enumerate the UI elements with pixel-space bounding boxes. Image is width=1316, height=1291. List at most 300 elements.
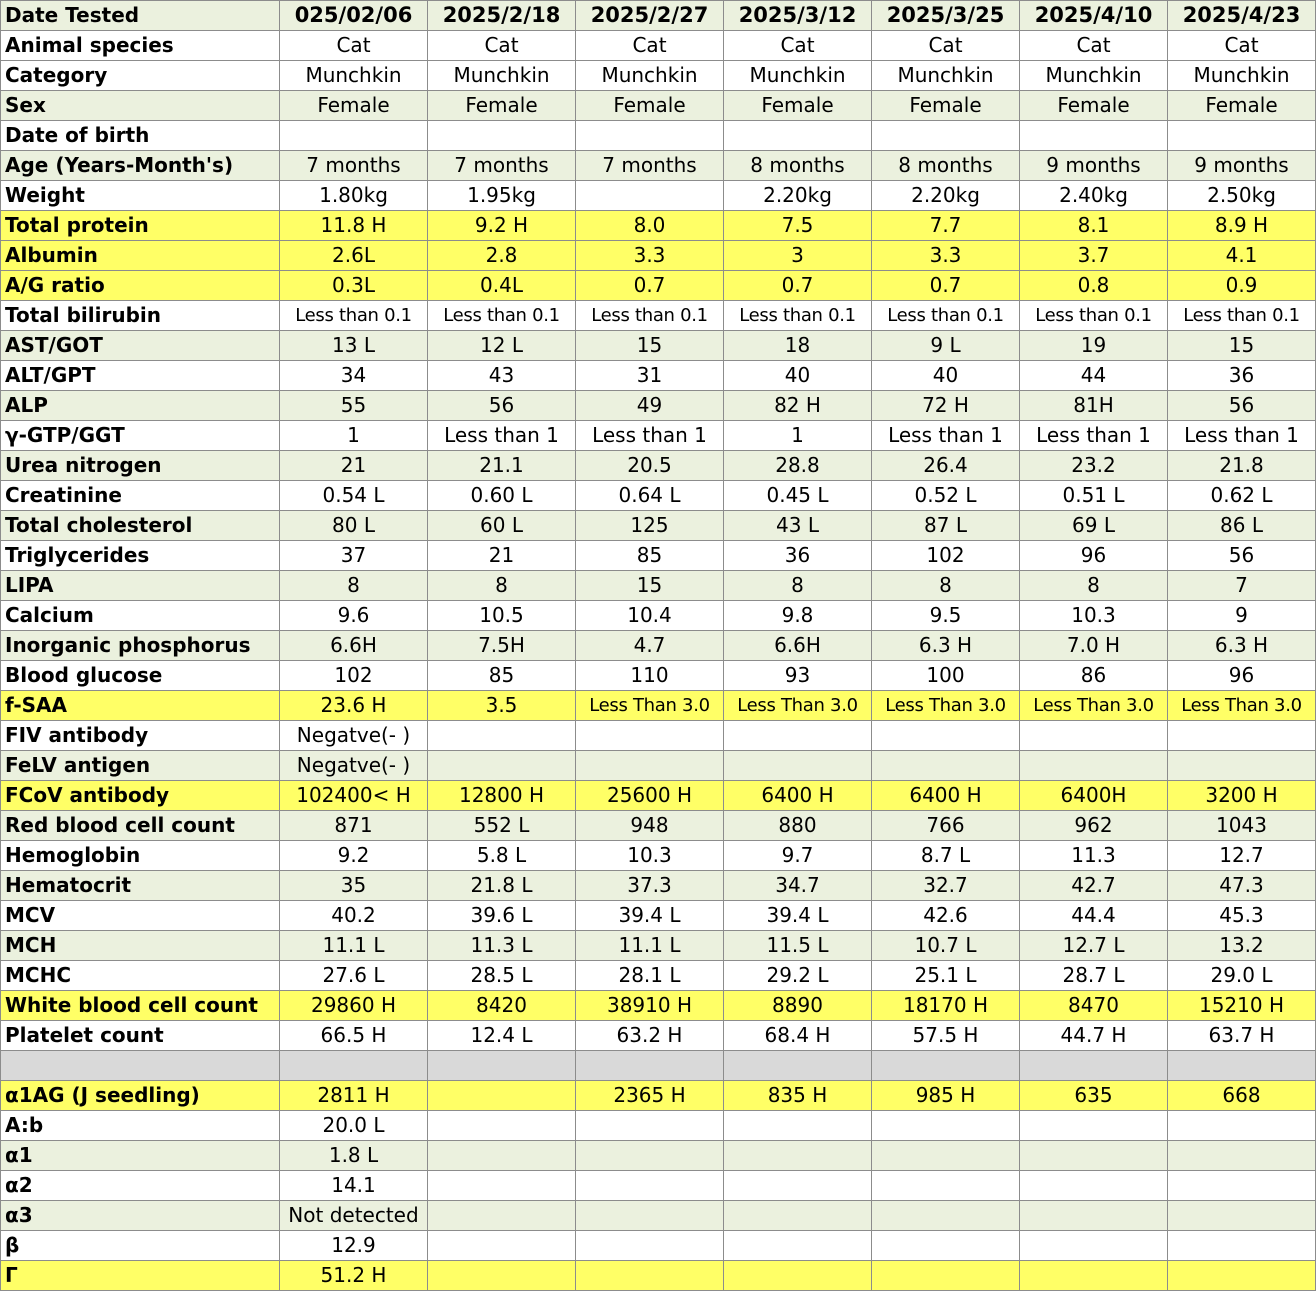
table-cell: Less Than 3.0: [1168, 691, 1316, 721]
table-cell: 7 months: [280, 151, 428, 181]
table-cell: Negatve(- ): [280, 751, 428, 781]
table-cell: [280, 121, 428, 151]
table-cell: 7.0 H: [1020, 631, 1168, 661]
table-cell: [1020, 1231, 1168, 1261]
table-cell: 6.3 H: [1168, 631, 1316, 661]
table-cell: Less Than 3.0: [576, 691, 724, 721]
table-row: [1, 421, 1316, 451]
table-cell: 8: [872, 571, 1020, 601]
table-cell: 39.4 L: [576, 901, 724, 931]
table-cell: [576, 1141, 724, 1171]
table-cell: [1168, 121, 1316, 151]
table-cell: 0.3L: [280, 271, 428, 301]
table-cell: 43 L: [724, 511, 872, 541]
table-cell: 12.7: [1168, 841, 1316, 871]
table-cell: 12.7 L: [1020, 931, 1168, 961]
table-cell: 11.1 L: [576, 931, 724, 961]
table-cell: [576, 1171, 724, 1201]
table-cell: [1168, 721, 1316, 751]
table-cell: [428, 1171, 576, 1201]
table-cell: [724, 751, 872, 781]
row-label: LIPA: [1, 571, 280, 601]
table-cell: 86: [1020, 661, 1168, 691]
table-cell: 1.80kg: [280, 181, 428, 211]
table-cell: 3.7: [1020, 241, 1168, 271]
table-cell: 766: [872, 811, 1020, 841]
row-label: Calcium: [1, 601, 280, 631]
row-label: Weight: [1, 181, 280, 211]
table-row: [1, 1081, 1316, 1111]
table-cell: Cat: [1020, 31, 1168, 61]
table-cell: 82 H: [724, 391, 872, 421]
table-cell: 63.7 H: [1168, 1021, 1316, 1051]
table-cell: 7 months: [428, 151, 576, 181]
table-cell: 44.4: [1020, 901, 1168, 931]
table-cell: Female: [724, 91, 872, 121]
table-row: [1, 1021, 1316, 1051]
table-cell: 4.1: [1168, 241, 1316, 271]
row-label: MCHC: [1, 961, 280, 991]
row-label: A/G ratio: [1, 271, 280, 301]
date-header-cell: 2025/2/18: [428, 1, 576, 31]
table-cell: [428, 751, 576, 781]
table-cell: 21.8: [1168, 451, 1316, 481]
table-cell: [576, 1111, 724, 1141]
table-cell: [1168, 1261, 1316, 1291]
table-cell: 42.7: [1020, 871, 1168, 901]
table-cell: 86 L: [1168, 511, 1316, 541]
table-cell: 10.3: [576, 841, 724, 871]
table-row: [1, 511, 1316, 541]
table-cell: 36: [724, 541, 872, 571]
table-cell: 2365 H: [576, 1081, 724, 1111]
table-cell: 63.2 H: [576, 1021, 724, 1051]
table-cell: 15: [1168, 331, 1316, 361]
table-row: [1, 241, 1316, 271]
table-cell: 56: [1168, 391, 1316, 421]
table-cell: 8470: [1020, 991, 1168, 1021]
table-cell: 9 months: [1168, 151, 1316, 181]
table-cell: 12.4 L: [428, 1021, 576, 1051]
table-cell: 102: [280, 661, 428, 691]
table-cell: 45.3: [1168, 901, 1316, 931]
table-row: [1, 841, 1316, 871]
table-cell: 9: [1168, 601, 1316, 631]
table-cell: 0.4L: [428, 271, 576, 301]
table-cell: 880: [724, 811, 872, 841]
table-cell: 11.8 H: [280, 211, 428, 241]
table-cell: [724, 1171, 872, 1201]
table-cell: [872, 1171, 1020, 1201]
table-cell: Munchkin: [1168, 61, 1316, 91]
table-cell: 11.3: [1020, 841, 1168, 871]
table-cell: 9.2: [280, 841, 428, 871]
table-cell: 40: [724, 361, 872, 391]
table-cell: 21.8 L: [428, 871, 576, 901]
table-row: [1, 991, 1316, 1021]
table-cell: Less than 1: [1020, 421, 1168, 451]
table-cell: Cat: [1168, 31, 1316, 61]
table-cell: 871: [280, 811, 428, 841]
table-cell: 28.8: [724, 451, 872, 481]
table-cell: 15: [576, 331, 724, 361]
row-label: α3: [1, 1201, 280, 1231]
table-cell: [724, 1051, 872, 1081]
table-cell: [1020, 1171, 1168, 1201]
table-cell: 9.6: [280, 601, 428, 631]
table-cell: 8420: [428, 991, 576, 1021]
table-cell: 0.45 L: [724, 481, 872, 511]
table-cell: [576, 1261, 724, 1291]
table-cell: Less than 0.1: [280, 301, 428, 331]
table-cell: [1020, 1201, 1168, 1231]
table-cell: 32.7: [872, 871, 1020, 901]
table-cell: 21.1: [428, 451, 576, 481]
table-cell: [576, 721, 724, 751]
table-cell: 9 L: [872, 331, 1020, 361]
table-cell: [1020, 121, 1168, 151]
table-cell: 7.7: [872, 211, 1020, 241]
row-label: α2: [1, 1171, 280, 1201]
table-cell: Less than 0.1: [1020, 301, 1168, 331]
table-cell: 0.62 L: [1168, 481, 1316, 511]
table-cell: Female: [576, 91, 724, 121]
table-row: [1, 181, 1316, 211]
table-row: [1, 871, 1316, 901]
table-cell: Cat: [576, 31, 724, 61]
table-cell: [872, 1231, 1020, 1261]
table-cell: Female: [428, 91, 576, 121]
table-cell: Munchkin: [428, 61, 576, 91]
table-cell: 6400 H: [872, 781, 1020, 811]
table-cell: 2.20kg: [872, 181, 1020, 211]
table-cell: 2.8: [428, 241, 576, 271]
row-label: A:b: [1, 1111, 280, 1141]
table-cell: [724, 721, 872, 751]
table-cell: [428, 121, 576, 151]
row-label: f-SAA: [1, 691, 280, 721]
table-cell: 8.0: [576, 211, 724, 241]
table-cell: 3200 H: [1168, 781, 1316, 811]
table-cell: 1.95kg: [428, 181, 576, 211]
table-cell: 44: [1020, 361, 1168, 391]
table-row: [1, 331, 1316, 361]
table-cell: Less than 0.1: [872, 301, 1020, 331]
table-cell: 12800 H: [428, 781, 576, 811]
row-label: MCH: [1, 931, 280, 961]
row-label: Creatinine: [1, 481, 280, 511]
table-cell: 38910 H: [576, 991, 724, 1021]
table-cell: [872, 1201, 1020, 1231]
table-cell: [1168, 1141, 1316, 1171]
row-label: Urea nitrogen: [1, 451, 280, 481]
table-row: [1, 1261, 1316, 1291]
table-cell: 13.2: [1168, 931, 1316, 961]
table-row: [1, 751, 1316, 781]
table-row: [1, 391, 1316, 421]
table-cell: 69 L: [1020, 511, 1168, 541]
table-cell: 72 H: [872, 391, 1020, 421]
table-cell: [428, 1231, 576, 1261]
table-cell: 3.3: [872, 241, 1020, 271]
row-label: Date of birth: [1, 121, 280, 151]
table-cell: 6.3 H: [872, 631, 1020, 661]
table-cell: Less than 0.1: [576, 301, 724, 331]
row-label: Red blood cell count: [1, 811, 280, 841]
table-cell: 8: [1020, 571, 1168, 601]
table-cell: 18: [724, 331, 872, 361]
table-cell: 0.7: [576, 271, 724, 301]
table-cell: [872, 121, 1020, 151]
date-header-cell: 2025/4/10: [1020, 1, 1168, 31]
table-row: [1, 901, 1316, 931]
table-cell: 42.6: [872, 901, 1020, 931]
table-cell: 96: [1168, 661, 1316, 691]
table-cell: 40.2: [280, 901, 428, 931]
table-row: [1, 541, 1316, 571]
table-row: [1, 661, 1316, 691]
table-cell: 835 H: [724, 1081, 872, 1111]
table-cell: 36: [1168, 361, 1316, 391]
table-cell: 11.1 L: [280, 931, 428, 961]
table-cell: 15210 H: [1168, 991, 1316, 1021]
table-cell: 68.4 H: [724, 1021, 872, 1051]
table-cell: [1020, 751, 1168, 781]
row-label: FeLV antigen: [1, 751, 280, 781]
table-cell: 12 L: [428, 331, 576, 361]
table-cell: 13 L: [280, 331, 428, 361]
table-cell: 85: [576, 541, 724, 571]
table-cell: Cat: [280, 31, 428, 61]
table-cell: [724, 1261, 872, 1291]
table-cell: 9 months: [1020, 151, 1168, 181]
table-row: [1, 811, 1316, 841]
table-row: [1, 151, 1316, 181]
table-cell: [872, 1261, 1020, 1291]
table-cell: [428, 721, 576, 751]
table-cell: 21: [428, 541, 576, 571]
table-cell: [576, 181, 724, 211]
table-cell: 552 L: [428, 811, 576, 841]
table-row: [1, 1231, 1316, 1261]
table-cell: 9.8: [724, 601, 872, 631]
table-cell: [1168, 1111, 1316, 1141]
table-cell: [872, 1141, 1020, 1171]
table-cell: 18170 H: [872, 991, 1020, 1021]
table-cell: [724, 1111, 872, 1141]
table-cell: 0.51 L: [1020, 481, 1168, 511]
table-cell: Cat: [428, 31, 576, 61]
table-cell: [576, 751, 724, 781]
row-label: FIV antibody: [1, 721, 280, 751]
table-cell: 55: [280, 391, 428, 421]
table-cell: 29.0 L: [1168, 961, 1316, 991]
table-cell: 27.6 L: [280, 961, 428, 991]
table-cell: [872, 1111, 1020, 1141]
date-header-cell: 2025/4/23: [1168, 1, 1316, 31]
table-cell: 2.50kg: [1168, 181, 1316, 211]
table-cell: 39.4 L: [724, 901, 872, 931]
table-cell: 81H: [1020, 391, 1168, 421]
table-cell: 25600 H: [576, 781, 724, 811]
table-cell: [576, 1051, 724, 1081]
table-cell: [872, 721, 1020, 751]
row-label: Date Tested: [1, 1, 280, 31]
table-cell: 7.5H: [428, 631, 576, 661]
table-cell: 6.6H: [724, 631, 872, 661]
table-cell: 37: [280, 541, 428, 571]
table-cell: 28.1 L: [576, 961, 724, 991]
table-row: [1, 91, 1316, 121]
table-cell: 11.3 L: [428, 931, 576, 961]
table-cell: 8: [724, 571, 872, 601]
date-header-cell: 2025/3/12: [724, 1, 872, 31]
table-row: [1, 1201, 1316, 1231]
row-label: Hemoglobin: [1, 841, 280, 871]
table-cell: [1168, 1201, 1316, 1231]
table-cell: 15: [576, 571, 724, 601]
table-cell: 80 L: [280, 511, 428, 541]
table-cell: 1: [280, 421, 428, 451]
row-label: ALT/GPT: [1, 361, 280, 391]
table-cell: 8: [428, 571, 576, 601]
table-cell: 2811 H: [280, 1081, 428, 1111]
table-cell: [872, 751, 1020, 781]
table-cell: 49: [576, 391, 724, 421]
table-row: [1, 571, 1316, 601]
table-cell: 8890: [724, 991, 872, 1021]
table-cell: 0.54 L: [280, 481, 428, 511]
table-cell: 8.7 L: [872, 841, 1020, 871]
row-label: Inorganic phosphorus: [1, 631, 280, 661]
table-cell: [428, 1051, 576, 1081]
table-cell: 60 L: [428, 511, 576, 541]
table-cell: 1043: [1168, 811, 1316, 841]
table-cell: Cat: [872, 31, 1020, 61]
table-cell: 962: [1020, 811, 1168, 841]
table-cell: [724, 1201, 872, 1231]
table-cell: [1020, 1261, 1168, 1291]
table-cell: 0.60 L: [428, 481, 576, 511]
table-row: [1, 631, 1316, 661]
table-cell: 1.8 L: [280, 1141, 428, 1171]
table-cell: 43: [428, 361, 576, 391]
table-cell: 23.2: [1020, 451, 1168, 481]
table-row: [1, 121, 1316, 151]
table-cell: 110: [576, 661, 724, 691]
table-cell: [1020, 721, 1168, 751]
table-cell: [724, 1141, 872, 1171]
table-cell: 8 months: [724, 151, 872, 181]
table-cell: [1168, 751, 1316, 781]
table-cell: Munchkin: [576, 61, 724, 91]
row-label: Blood glucose: [1, 661, 280, 691]
table-cell: 0.9: [1168, 271, 1316, 301]
table-cell: 12.9: [280, 1231, 428, 1261]
table-row: [1, 211, 1316, 241]
table-cell: Less than 1: [1168, 421, 1316, 451]
table-cell: [1020, 1051, 1168, 1081]
table-cell: 1: [724, 421, 872, 451]
table-cell: 26.4: [872, 451, 1020, 481]
table-row: [1, 961, 1316, 991]
row-label: Sex: [1, 91, 280, 121]
table-row: [1, 301, 1316, 331]
row-label: White blood cell count: [1, 991, 280, 1021]
row-label: Triglycerides: [1, 541, 280, 571]
table-cell: Female: [1168, 91, 1316, 121]
table-cell: 7 months: [576, 151, 724, 181]
table-cell: [1168, 1171, 1316, 1201]
table-cell: 9.2 H: [428, 211, 576, 241]
table-cell: 19: [1020, 331, 1168, 361]
table-cell: 125: [576, 511, 724, 541]
table-cell: 4.7: [576, 631, 724, 661]
table-cell: 28.7 L: [1020, 961, 1168, 991]
table-cell: 23.6 H: [280, 691, 428, 721]
row-label: Albumin: [1, 241, 280, 271]
table-row: [1, 781, 1316, 811]
table-cell: 29.2 L: [724, 961, 872, 991]
table-cell: 37.3: [576, 871, 724, 901]
table-cell: Female: [280, 91, 428, 121]
row-label: Γ: [1, 1261, 280, 1291]
table-row: [1, 931, 1316, 961]
row-label: Animal species: [1, 31, 280, 61]
table-cell: 31: [576, 361, 724, 391]
row-label: Total bilirubin: [1, 301, 280, 331]
table-row: [1, 1171, 1316, 1201]
table-cell: 96: [1020, 541, 1168, 571]
table-cell: 25.1 L: [872, 961, 1020, 991]
row-label: AST/GOT: [1, 331, 280, 361]
table-cell: 57.5 H: [872, 1021, 1020, 1051]
table-cell: 6400 H: [724, 781, 872, 811]
table-cell: 3: [724, 241, 872, 271]
table-cell: 635: [1020, 1081, 1168, 1111]
table-cell: [872, 1051, 1020, 1081]
table-cell: [428, 1111, 576, 1141]
table-cell: 34.7: [724, 871, 872, 901]
table-cell: 20.0 L: [280, 1111, 428, 1141]
table-cell: 20.5: [576, 451, 724, 481]
table-cell: 29860 H: [280, 991, 428, 1021]
separator-row: [1, 1051, 1316, 1081]
table-cell: 56: [428, 391, 576, 421]
table-row: [1, 451, 1316, 481]
table-cell: [428, 1141, 576, 1171]
row-label: Age (Years-Month's): [1, 151, 280, 181]
table-cell: 9.7: [724, 841, 872, 871]
table-cell: [1020, 1141, 1168, 1171]
table-cell: 44.7 H: [1020, 1021, 1168, 1051]
table-cell: 21: [280, 451, 428, 481]
table-cell: 10.7 L: [872, 931, 1020, 961]
table-cell: 8: [280, 571, 428, 601]
table-cell: Not detected: [280, 1201, 428, 1231]
table-cell: [1168, 1231, 1316, 1261]
table-cell: [1020, 1111, 1168, 1141]
table-cell: [576, 1201, 724, 1231]
row-label: [1, 1051, 280, 1081]
table-cell: Less than 0.1: [1168, 301, 1316, 331]
row-label: Total cholesterol: [1, 511, 280, 541]
table-cell: 34: [280, 361, 428, 391]
table-row: [1, 691, 1316, 721]
table-cell: 5.8 L: [428, 841, 576, 871]
date-header-cell: 2025/2/27: [576, 1, 724, 31]
table-row: [1, 31, 1316, 61]
